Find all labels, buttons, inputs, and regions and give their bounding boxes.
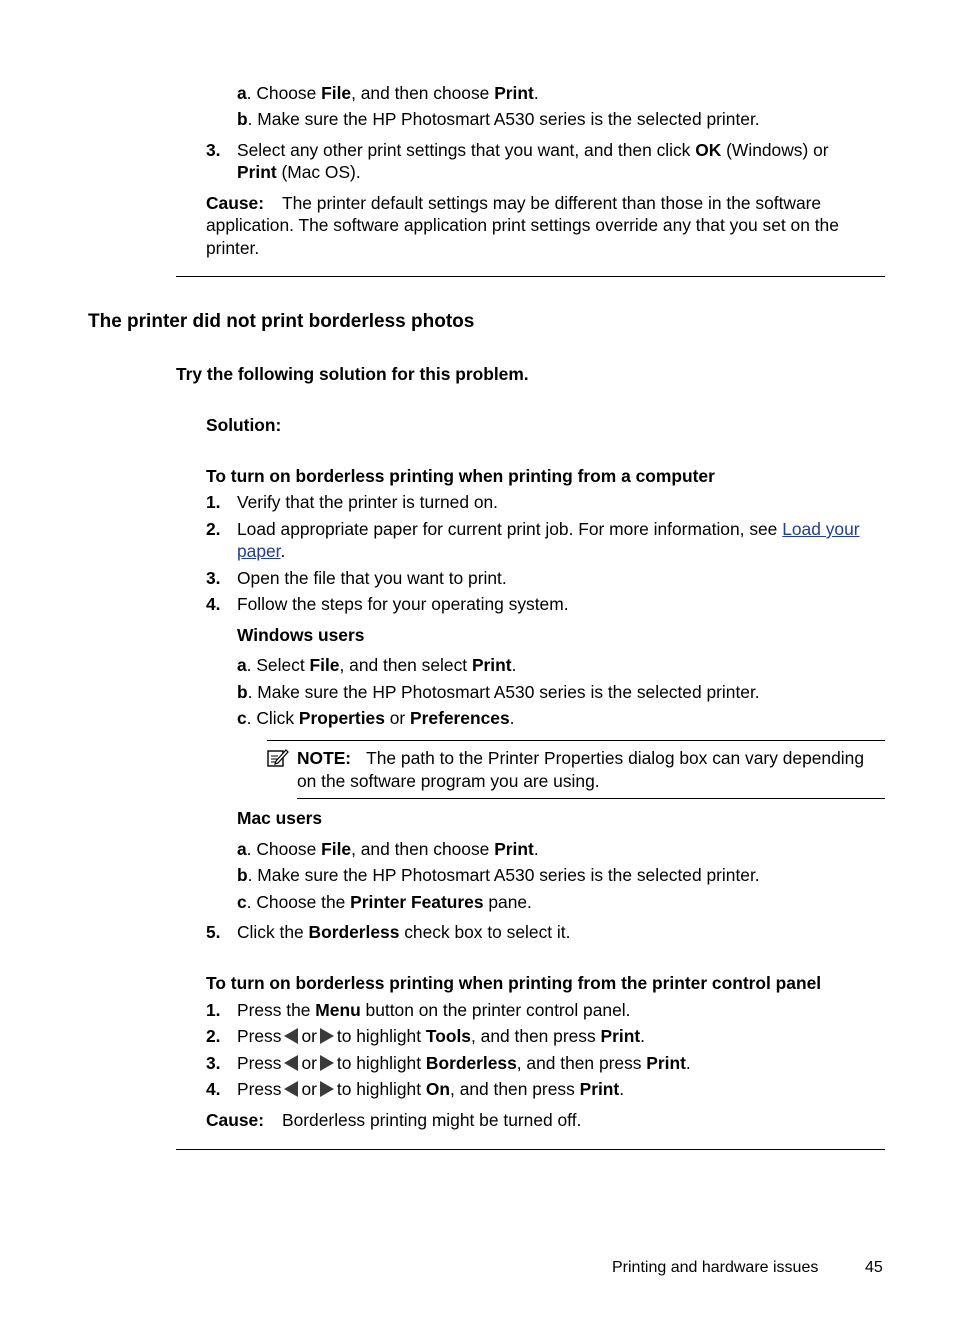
note-top-rule — [267, 740, 885, 741]
step-3-line2: Print (Mac OS). — [237, 162, 361, 182]
step-a-choose-file: a. Choose File, and then choose Print. — [237, 83, 539, 103]
c-step-3-number: 3. — [206, 568, 221, 588]
note-line2: on the software program you are using. — [297, 771, 600, 791]
load-your-paper-link[interactable]: Load your — [782, 519, 860, 539]
computer-heading: To turn on borderless printing when printing from a computer — [206, 466, 715, 486]
c-step-3-text: Open the file that you want to print. — [237, 568, 507, 588]
windows-users-heading: Windows users — [237, 625, 365, 645]
p-step-2-text: Press or to highlight Tools, and then press Print. — [237, 1026, 645, 1046]
p-step-3-number: 3. — [206, 1053, 221, 1073]
p-step-1-number: 1. — [206, 1000, 221, 1020]
c-step-2-line2: paper. — [237, 541, 286, 561]
step-b-selected-printer: b. Make sure the HP Photosmart A530 series is the selected printer. — [237, 109, 760, 129]
left-arrow-icon — [284, 1028, 298, 1044]
section-heading: The printer did not print borderless photos — [88, 311, 475, 332]
divider-bottom — [176, 1149, 885, 1150]
p-step-3-text: Press or to highlight Borderless, and then press Print. — [237, 1053, 691, 1073]
note-line1: NOTE: The path to the Printer Properties dialog box can vary depending — [297, 748, 864, 768]
try-solution: Try the following solution for this problem. — [176, 364, 529, 384]
right-arrow-icon — [320, 1081, 334, 1097]
cause-line1: Cause: The printer default settings may be different than those in the software — [206, 193, 822, 213]
step-3-number: 3. — [206, 140, 221, 160]
mac-users-heading: Mac users — [237, 808, 323, 828]
w-step-c: c. Click Properties or Preferences. — [237, 708, 515, 728]
left-arrow-icon — [284, 1081, 298, 1097]
p-step-4-number: 4. — [206, 1079, 221, 1099]
c-step-4-number: 4. — [206, 594, 221, 614]
divider-top — [176, 276, 885, 277]
m-step-b: b. Make sure the HP Photosmart A530 series is the selected printer. — [237, 865, 760, 885]
solution-label: Solution: — [206, 415, 282, 435]
w-step-b: b. Make sure the HP Photosmart A530 series is the selected printer. — [237, 682, 760, 702]
c-step-2-number: 2. — [206, 519, 221, 539]
footer-page-number: 45 — [865, 1259, 883, 1276]
panel-cause: Cause: Borderless printing might be turned off. — [206, 1110, 582, 1130]
step-3-line1: Select any other print settings that you want, and then click OK (Windows) or — [237, 140, 829, 160]
m-step-a: a. Choose File, and then choose Print. — [237, 839, 539, 859]
left-arrow-icon — [284, 1055, 298, 1071]
cause-line3: printer. — [206, 238, 260, 258]
p-step-4-text: Press or to highlight On, and then press Print. — [237, 1079, 625, 1099]
note-bottom-rule — [297, 798, 885, 799]
m-step-c: c. Choose the Printer Features pane. — [237, 892, 532, 912]
c-step-4-text: Follow the steps for your operating system. — [237, 594, 569, 614]
panel-heading: To turn on borderless printing when printing from the printer control panel — [206, 973, 822, 993]
c-step-2-line1: Load appropriate paper for current print job. For more information, see Load your — [237, 519, 860, 539]
c-step-5-text: Click the Borderless check box to select it. — [237, 922, 571, 942]
p-step-1-text: Press the Menu button on the printer control panel. — [237, 1000, 631, 1020]
w-step-a: a. Select File, and then select Print. — [237, 655, 517, 675]
right-arrow-icon — [320, 1055, 334, 1071]
c-step-5-number: 5. — [206, 922, 221, 942]
cause-line2: application. The software application print settings override any that you set on the — [206, 215, 839, 235]
footer-section-title: Printing and hardware issues — [612, 1259, 819, 1276]
note-pencil-icon — [267, 748, 289, 768]
load-your-paper-link-cont[interactable]: paper — [237, 541, 281, 561]
c-step-1-text: Verify that the printer is turned on. — [237, 492, 499, 512]
right-arrow-icon — [320, 1028, 334, 1044]
c-step-1-number: 1. — [206, 492, 221, 512]
p-step-2-number: 2. — [206, 1026, 221, 1046]
